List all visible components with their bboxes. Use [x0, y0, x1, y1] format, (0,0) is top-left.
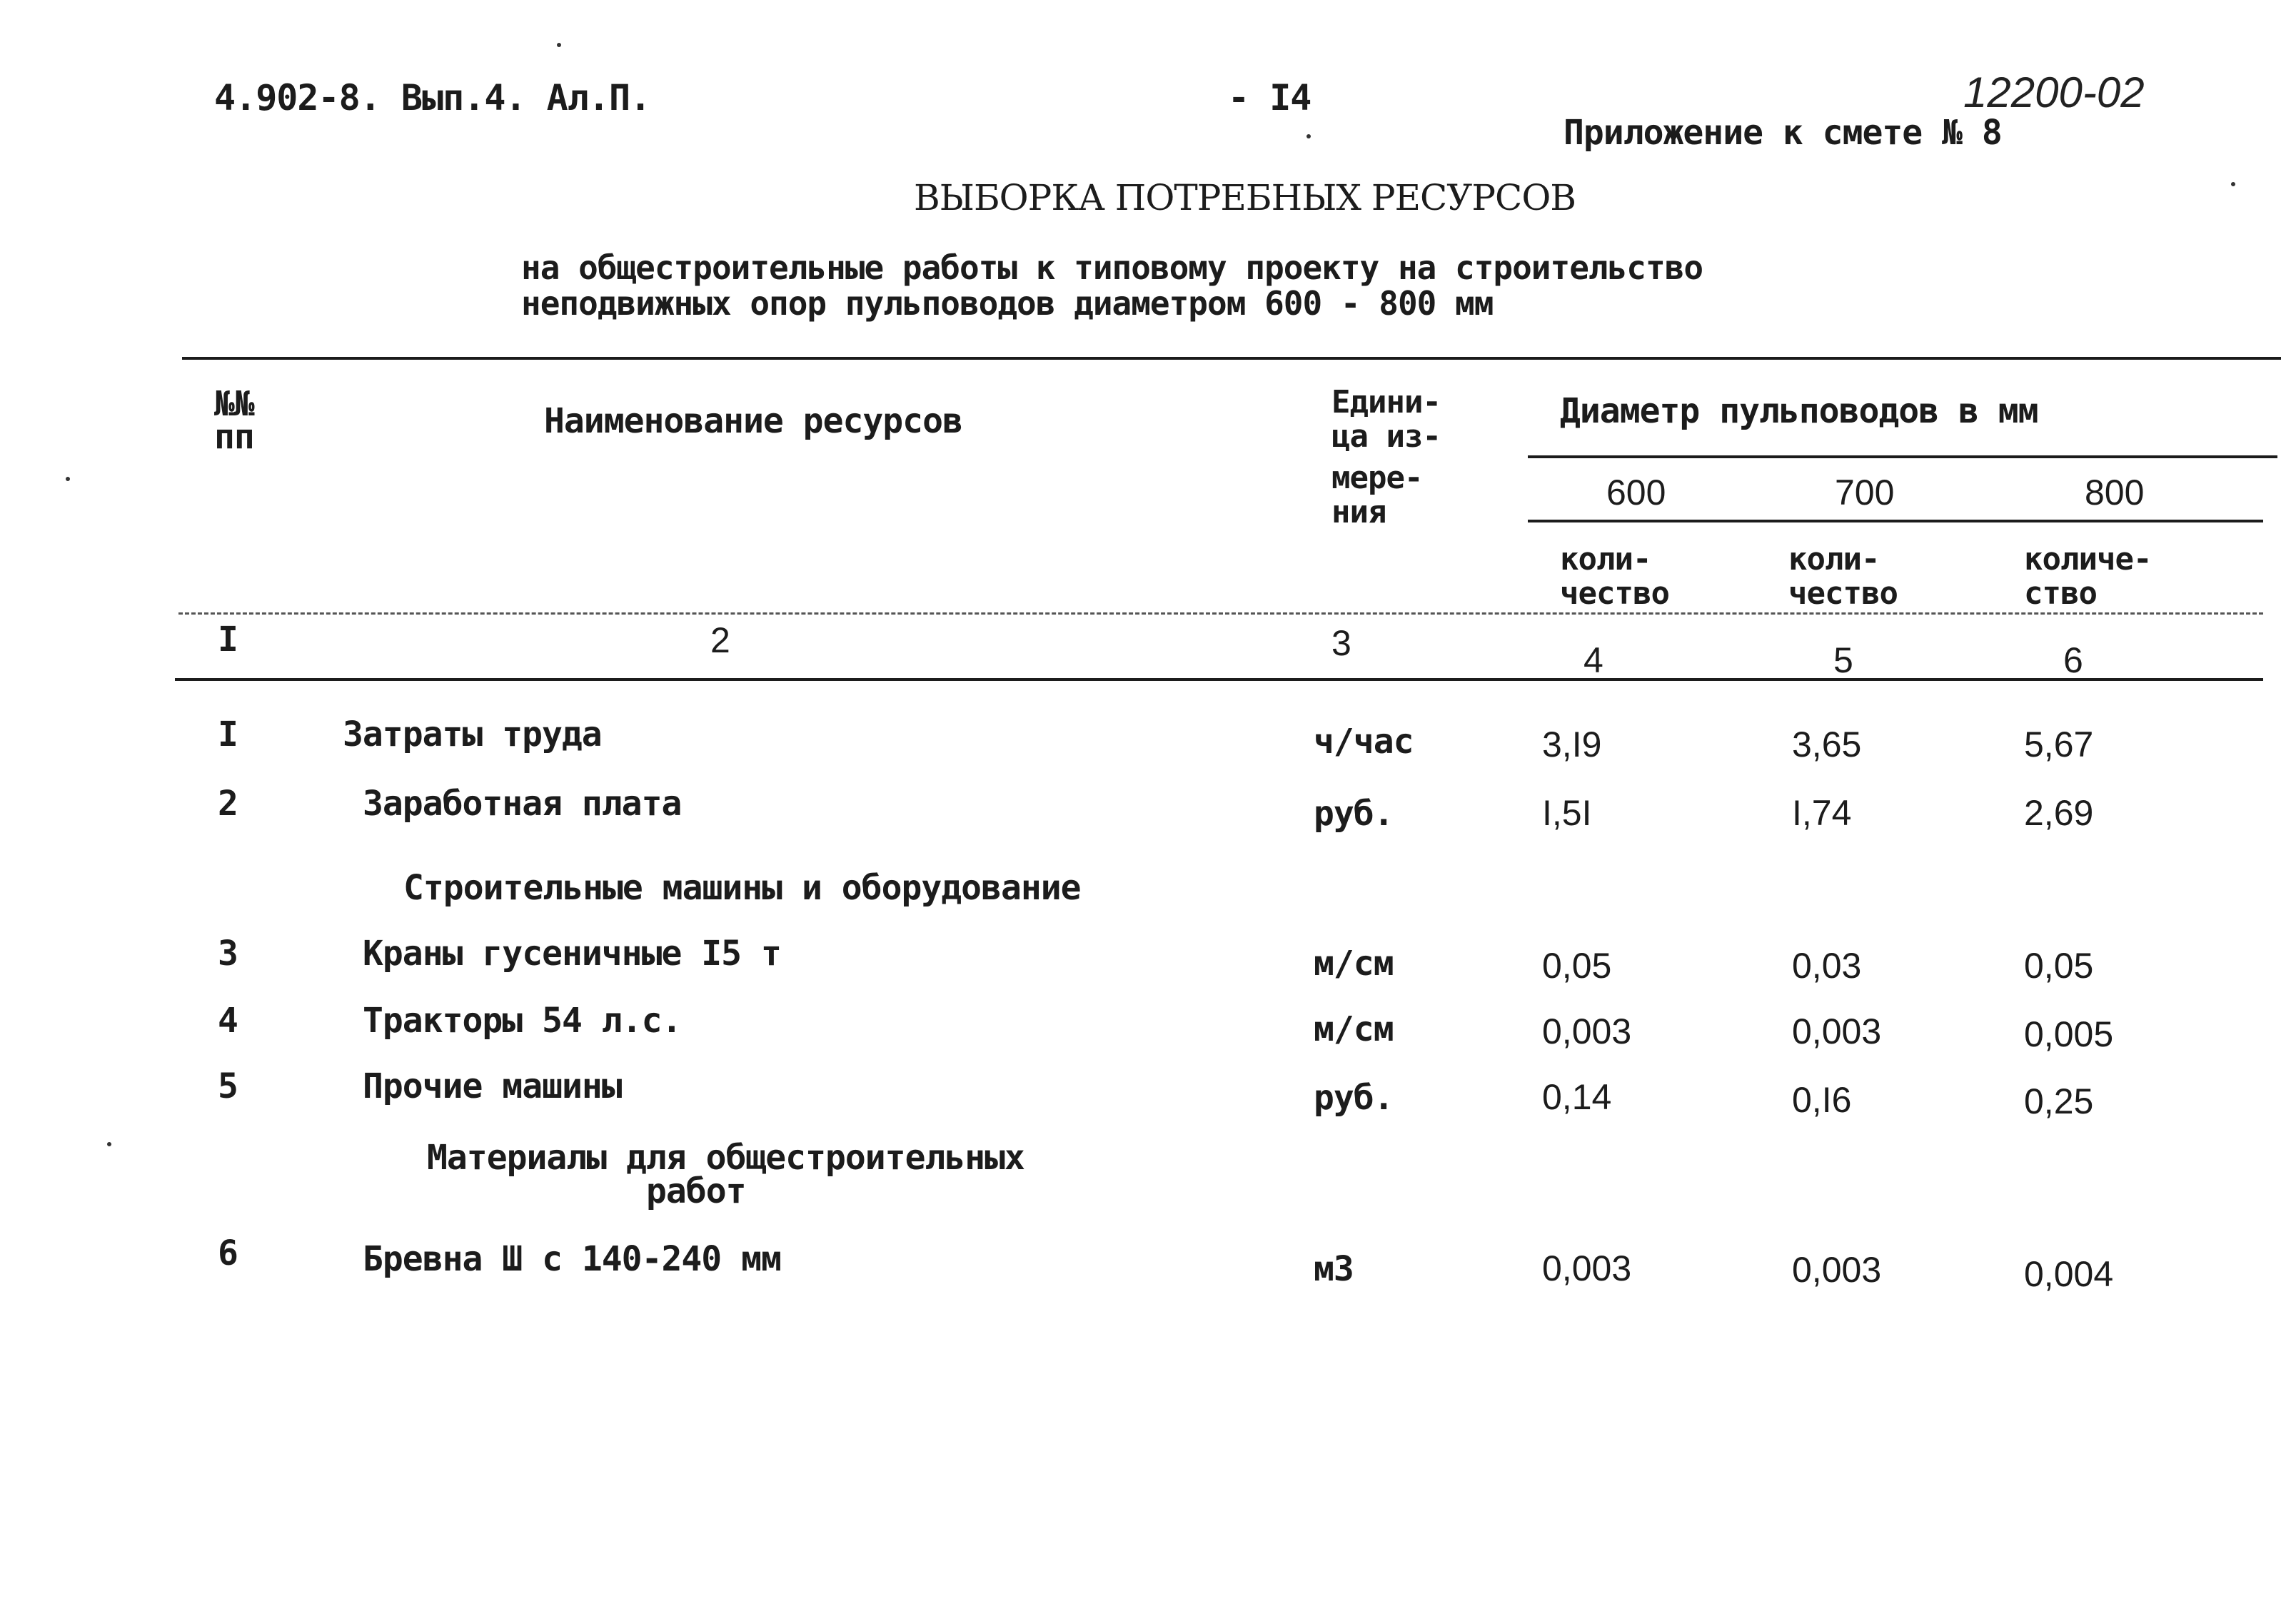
- resource-name: Заработная плата: [363, 784, 682, 824]
- row-number: 3: [218, 934, 238, 974]
- qty-600-value: 0,05: [1542, 946, 1612, 986]
- qty-800-value: 0,25: [2024, 1081, 2094, 1121]
- qty-800-value: 5,67: [2024, 724, 2094, 764]
- name-header: Наименование ресурсов: [544, 401, 962, 441]
- row-number: 6: [218, 1233, 238, 1273]
- qty-700-value: 0,003: [1792, 1011, 1882, 1051]
- header-bottom-rule: [178, 612, 2263, 615]
- qty-800-header-2: ство: [2024, 575, 2097, 612]
- column-number: 2: [710, 620, 730, 660]
- diameter-700: 700: [1835, 473, 1895, 512]
- qty-700-value: 0,I6: [1792, 1080, 1852, 1120]
- unit-value: руб.: [1314, 1078, 1394, 1118]
- resource-name: Затраты труда: [343, 714, 602, 754]
- row-number: 2: [218, 784, 238, 824]
- qty-800-header-1: количе-: [2024, 541, 2152, 577]
- num-header-2: пп: [214, 417, 254, 457]
- resource-name: Прочие машины: [363, 1066, 622, 1106]
- section-heading-machines: Строительные машины и оборудование: [403, 868, 1081, 908]
- unit-value: руб.: [1314, 794, 1394, 834]
- page-title: ВЫБОРКА ПОТРЕБНЫХ РЕСУРСОВ: [914, 177, 1576, 218]
- column-number: 5: [1833, 640, 1853, 680]
- resource-name: Тракторы 54 л.с.: [363, 1001, 682, 1041]
- column-number: 3: [1331, 623, 1351, 663]
- qty-700-value: I,74: [1792, 793, 1852, 833]
- qty-700-value: 3,65: [1792, 724, 1862, 764]
- diameter-800: 800: [2085, 473, 2145, 512]
- scan-speck: [1306, 134, 1311, 138]
- qty-700-header-1: коли-: [1788, 541, 1880, 577]
- doc-code: 4.902-8. Вып.4. Ал.П.: [214, 77, 651, 118]
- qty-600-value: 0,003: [1542, 1011, 1632, 1051]
- qty-800-value: 0,05: [2024, 946, 2094, 986]
- qty-700-header-2: чество: [1788, 575, 1898, 612]
- qty-600-value: 0,003: [1542, 1248, 1632, 1288]
- diameter-header: Диаметр пульповодов в мм: [1560, 391, 2038, 431]
- unit-header-2: ца из-: [1331, 418, 1441, 455]
- qty-600-value: 3,I9: [1542, 724, 1602, 764]
- qty-600-value: 0,14: [1542, 1077, 1612, 1117]
- qty-700-value: 0,03: [1792, 946, 1862, 986]
- resource-name: Краны гусеничные I5 т: [363, 934, 781, 974]
- qty-600-value: I,5I: [1542, 793, 1592, 833]
- scan-speck: [107, 1142, 111, 1146]
- qty-800-value: 2,69: [2024, 793, 2094, 833]
- unit-value: м/см: [1314, 944, 1394, 984]
- size-rule: [1528, 520, 2263, 522]
- appendix-note: Приложение к смете № 8: [1564, 113, 2002, 153]
- section-heading-materials-2: работ: [646, 1171, 746, 1211]
- diameter-rule: [1528, 455, 2277, 458]
- subtitle-line-2: неподвижных опор пульповодов диаметром 600 - 800 мм: [521, 284, 1494, 323]
- unit-value: м/см: [1314, 1009, 1394, 1049]
- qty-800-value: 0,004: [2024, 1254, 2114, 1294]
- resource-name: Бревна Ш с 140-240 мм: [363, 1239, 781, 1279]
- column-number: 4: [1583, 640, 1603, 680]
- num-header-1: №№: [214, 384, 254, 424]
- column-number: 6: [2063, 640, 2083, 680]
- unit-value: ч/час: [1314, 722, 1414, 762]
- unit-value: м3: [1314, 1249, 1354, 1289]
- qty-600-header-2: чество: [1560, 575, 1669, 612]
- qty-700-value: 0,003: [1792, 1250, 1882, 1290]
- scan-speck: [66, 477, 70, 481]
- unit-header-3: мере-: [1331, 460, 1423, 496]
- row-number: I: [218, 714, 238, 754]
- scan-speck: [557, 43, 561, 47]
- row-number: 5: [218, 1066, 238, 1106]
- subtitle-line-1: на общестроительные работы к типовому проекту на строительство: [521, 248, 1703, 287]
- table-top-rule: [182, 357, 2281, 360]
- sheet-number: 12200-02: [1963, 69, 2145, 116]
- column-number-rule: [175, 678, 2263, 681]
- row-number: 4: [218, 1001, 238, 1041]
- page-number: - I4: [1228, 77, 1311, 118]
- diameter-600: 600: [1606, 473, 1666, 512]
- scan-speck: [2231, 182, 2235, 186]
- qty-600-header-1: коли-: [1560, 541, 1651, 577]
- section-heading-materials: Материалы для общестроительных: [427, 1138, 1024, 1178]
- qty-800-value: 0,005: [2024, 1014, 2114, 1054]
- column-number: I: [218, 620, 238, 660]
- unit-header-4: ния: [1331, 494, 1386, 530]
- unit-header-1: Едини-: [1331, 384, 1441, 420]
